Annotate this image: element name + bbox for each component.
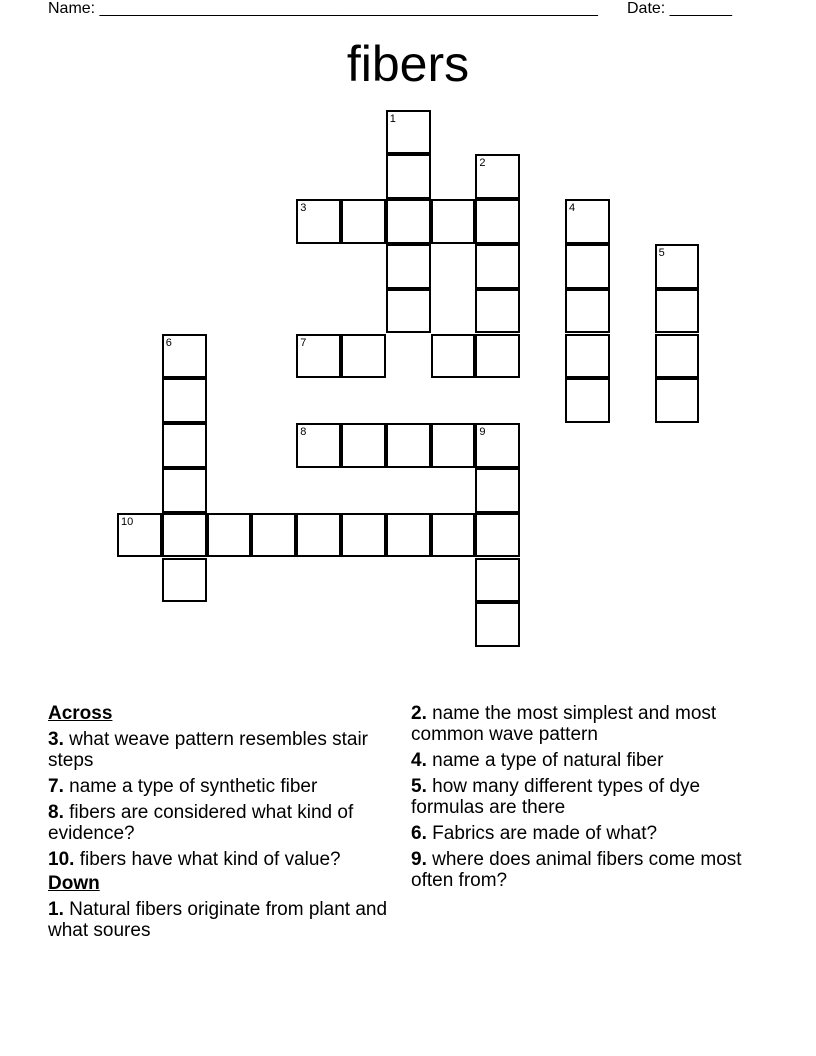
crossword-cell[interactable] (655, 334, 700, 379)
clue-text: fibers have what kind of value? (79, 849, 341, 870)
clue-text: Fabrics are made of what? (432, 823, 658, 844)
crossword-cell[interactable] (431, 423, 476, 468)
crossword-cell[interactable] (431, 513, 476, 558)
crossword-cell[interactable] (431, 334, 476, 379)
crossword-cell[interactable] (162, 334, 207, 379)
crossword-cell[interactable] (341, 513, 386, 558)
clue-number: 6. (411, 823, 427, 844)
clue-number-label: 4 (569, 202, 576, 215)
crossword-cell[interactable] (162, 378, 207, 423)
clue-number-label: 1 (389, 112, 396, 125)
clue-number: 2. (411, 703, 427, 724)
crossword-cell[interactable] (296, 423, 341, 468)
crossword-cell[interactable] (655, 378, 700, 423)
crossword-cell[interactable] (296, 513, 341, 558)
crossword-cell[interactable] (386, 154, 431, 199)
clue-text: name a type of natural fiber (432, 750, 664, 771)
crossword-cell[interactable] (296, 199, 341, 244)
crossword-cell[interactable] (475, 289, 520, 334)
crossword-cell[interactable] (162, 558, 207, 603)
crossword-cell[interactable] (162, 423, 207, 468)
clue-across-10 (48, 849, 393, 870)
crossword-cell[interactable] (386, 289, 431, 334)
clue-number-label: 2 (479, 157, 486, 170)
clue-number: 1. (48, 899, 64, 920)
page-title: fibers (346, 36, 470, 92)
clue-number-label: 3 (300, 202, 307, 215)
date-field-line: Date: _______ (627, 0, 732, 17)
crossword-cell[interactable] (341, 199, 386, 244)
clue-number: 7. (48, 776, 64, 797)
crossword-cell[interactable] (207, 513, 252, 558)
crossword-cell[interactable] (431, 199, 476, 244)
clue-down-1 (48, 899, 393, 941)
clues-column-right (411, 703, 756, 896)
clue-text: how many different types of dye formulas are there (411, 776, 701, 818)
clue-down-4 (411, 750, 756, 771)
crossword-cell[interactable] (475, 423, 520, 468)
crossword-cell[interactable] (565, 244, 610, 289)
across-heading: Across (48, 703, 113, 724)
clue-number: 3. (48, 729, 64, 750)
clue-across-3 (48, 729, 393, 771)
crossword-cell[interactable] (162, 468, 207, 513)
crossword-cell[interactable] (386, 423, 431, 468)
crossword-cell[interactable] (162, 513, 207, 558)
clue-text: fibers are considered what kind of evidence? (48, 802, 354, 844)
down-heading: Down (48, 873, 100, 894)
clue-across-7 (48, 776, 393, 797)
crossword-cell[interactable] (475, 602, 520, 647)
clue-down-6 (411, 823, 756, 844)
clue-down-2 (411, 703, 756, 745)
crossword-cell[interactable] (117, 513, 162, 558)
crossword-cell[interactable] (565, 334, 610, 379)
crossword-cell[interactable] (475, 154, 520, 199)
crossword-cell[interactable] (565, 289, 610, 334)
clue-number: 10. (48, 849, 75, 870)
clue-number: 8. (48, 802, 64, 823)
crossword-cell[interactable] (475, 334, 520, 379)
crossword-cell[interactable] (655, 244, 700, 289)
clue-across-8 (48, 802, 393, 844)
crossword-cell[interactable] (386, 513, 431, 558)
crossword-cell[interactable] (386, 110, 431, 155)
clue-number: 4. (411, 750, 427, 771)
clue-down-5 (411, 776, 756, 818)
crossword-cell[interactable] (386, 199, 431, 244)
crossword-cell[interactable] (475, 244, 520, 289)
crossword-cell[interactable] (296, 334, 341, 379)
clue-number: 9. (411, 849, 427, 870)
crossword-cell[interactable] (386, 244, 431, 289)
clue-number-label: 9 (479, 426, 486, 439)
clue-text: name the most simplest and most common wave pattern (411, 703, 717, 745)
crossword-cell[interactable] (565, 199, 610, 244)
name-field-line: Name: ________________________________________________________ (48, 0, 598, 17)
crossword-cell[interactable] (341, 423, 386, 468)
crossword-cell[interactable] (341, 334, 386, 379)
clue-text: where does animal fibers come most often from? (411, 849, 742, 891)
clue-number: 5. (411, 776, 427, 797)
clue-down-9 (411, 849, 756, 891)
clue-number-label: 10 (121, 515, 134, 528)
crossword-cell[interactable] (565, 378, 610, 423)
crossword-cell[interactable] (475, 199, 520, 244)
clue-text: Natural fibers originate from plant and what soures (48, 899, 388, 941)
crossword-cell[interactable] (475, 558, 520, 603)
clue-text: name a type of synthetic fiber (69, 776, 318, 797)
clues-column-left (48, 703, 393, 946)
crossword-cell[interactable] (251, 513, 296, 558)
clue-number-label: 7 (300, 336, 307, 349)
clue-number-label: 8 (300, 426, 307, 439)
clue-number-label: 6 (165, 336, 172, 349)
clue-number-label: 5 (658, 246, 665, 259)
clue-text: what weave pattern resembles stair steps (48, 729, 369, 771)
crossword-cell[interactable] (655, 289, 700, 334)
crossword-cell[interactable] (475, 468, 520, 513)
crossword-cell[interactable] (475, 513, 520, 558)
